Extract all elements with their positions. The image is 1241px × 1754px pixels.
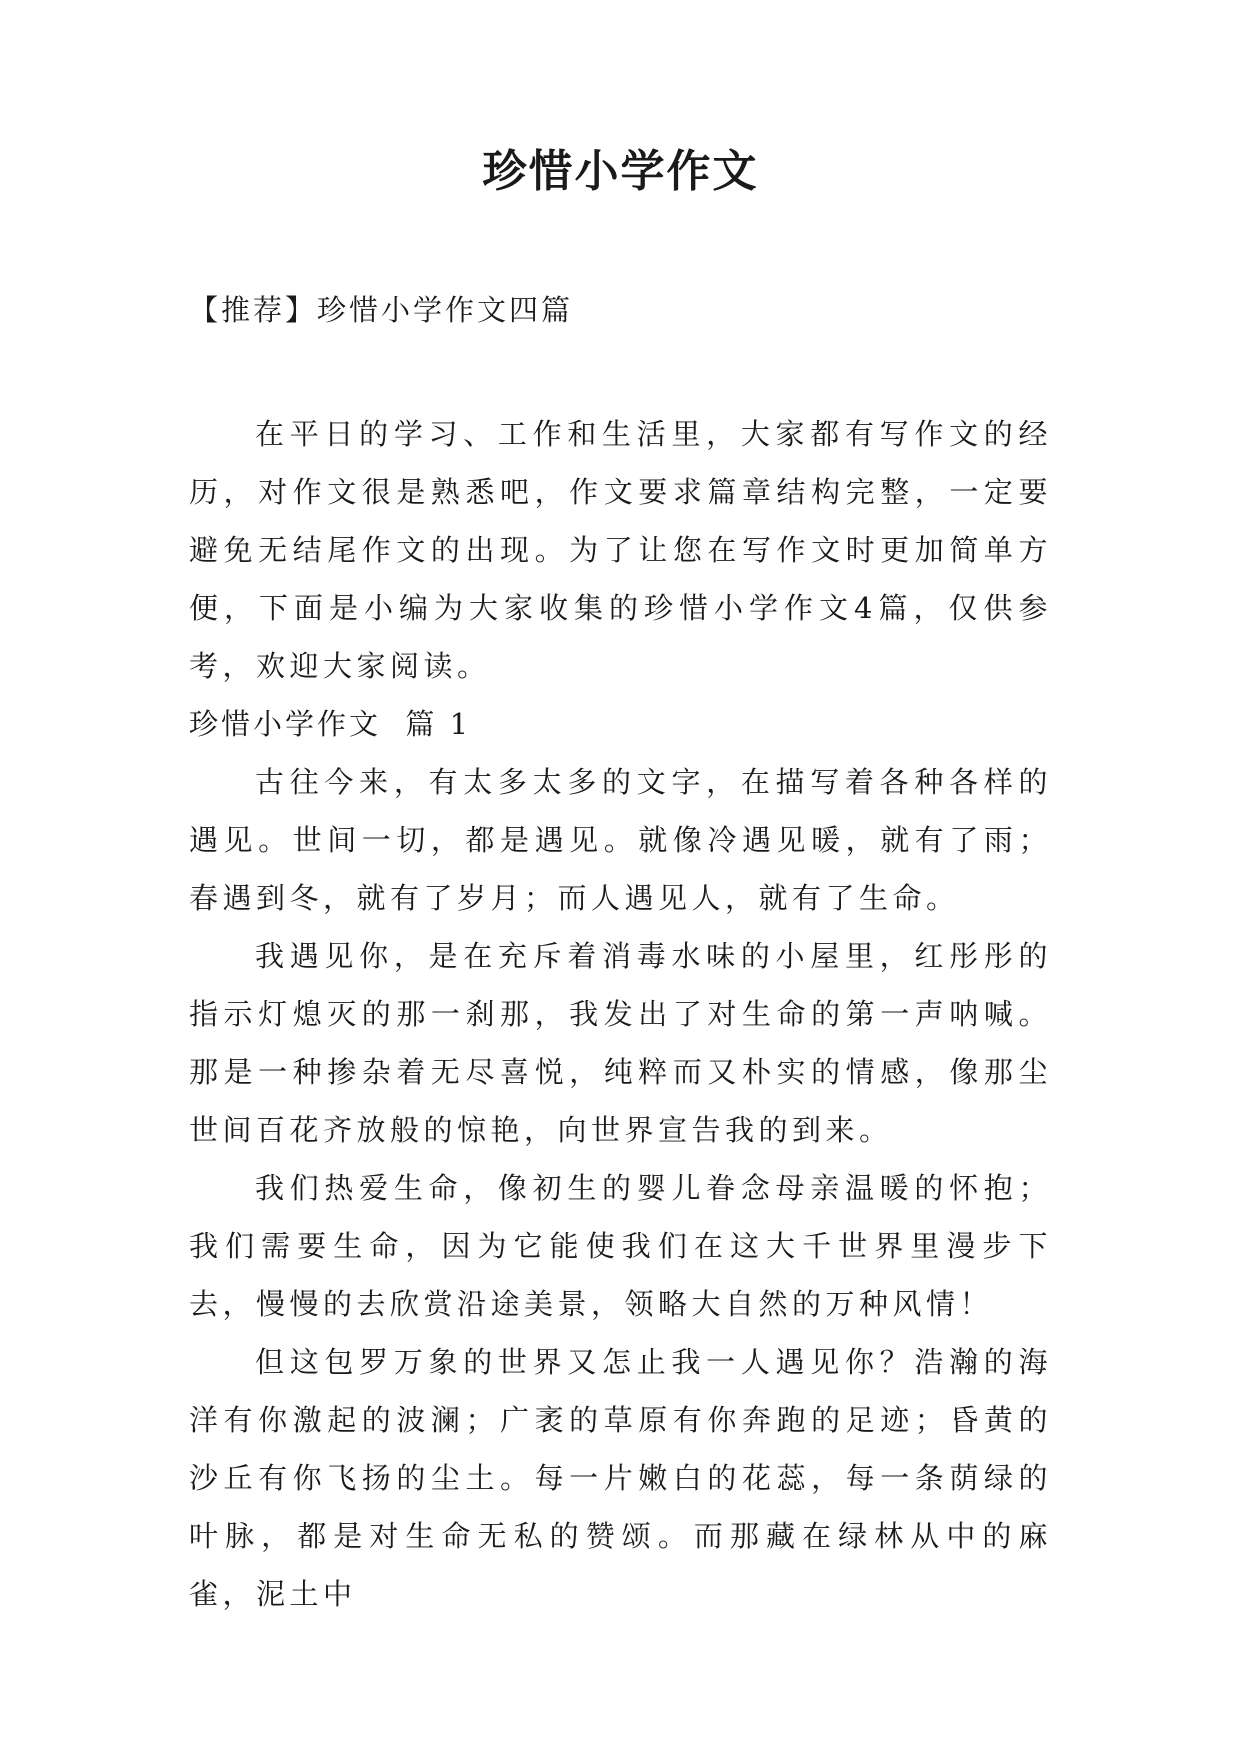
document-body — [189, 405, 1052, 1623]
section-heading: 珍惜小学作文 篇 1 — [189, 707, 472, 741]
body-paragraph: 古往今来，有太多太多的文字，在描写着各种各样的遇见。世间一切，都是遇见。就像冷遇见暖，就有了雨；春遇到冬，就有了岁月；而人遇见人，就有了生命。 — [189, 765, 1052, 915]
body-paragraph: 我遇见你，是在充斥着消毒水味的小屋里，红彤彤的指示灯熄灭的那一刹那，我发出了对生命的第一声呐喊。那是一种掺杂着无尽喜悦，纯粹而又朴实的情感，像那尘世间百花齐放般的惊艳，向世界宣告我的到来。 — [189, 939, 1052, 1147]
document-subtitle: 【推荐】珍惜小学作文四篇 — [189, 293, 574, 327]
body-paragraph: 但这包罗万象的世界又怎止我一人遇见你？浩瀚的海洋有你激起的波澜；广袤的草原有你奔跑的足迹；昏黄的沙丘有你飞扬的尘土。每一片嫩白的花蕊，每一条荫绿的叶脉，都是对生命无私的赞颂。而那藏在绿林从中的麻雀，泥土中 — [189, 1345, 1052, 1611]
intro-paragraph: 在平日的学习、工作和生活里，大家都有写作文的经历，对作文很是熟悉吧，作文要求篇章结构完整，一定要避免无结尾作文的出现。为了让您在写作文时更加简单方便，下面是小编为大家收集的珍惜小学作文4篇，仅供参考，欢迎大家阅读。 — [189, 417, 1052, 683]
document-title: 珍惜小学作文 — [482, 146, 759, 197]
body-paragraph: 我们热爱生命，像初生的婴儿眷念母亲温暖的怀抱；我们需要生命，因为它能使我们在这大千世界里漫步下去，慢慢的去欣赏沿途美景，领略大自然的万种风情！ — [189, 1171, 1052, 1321]
